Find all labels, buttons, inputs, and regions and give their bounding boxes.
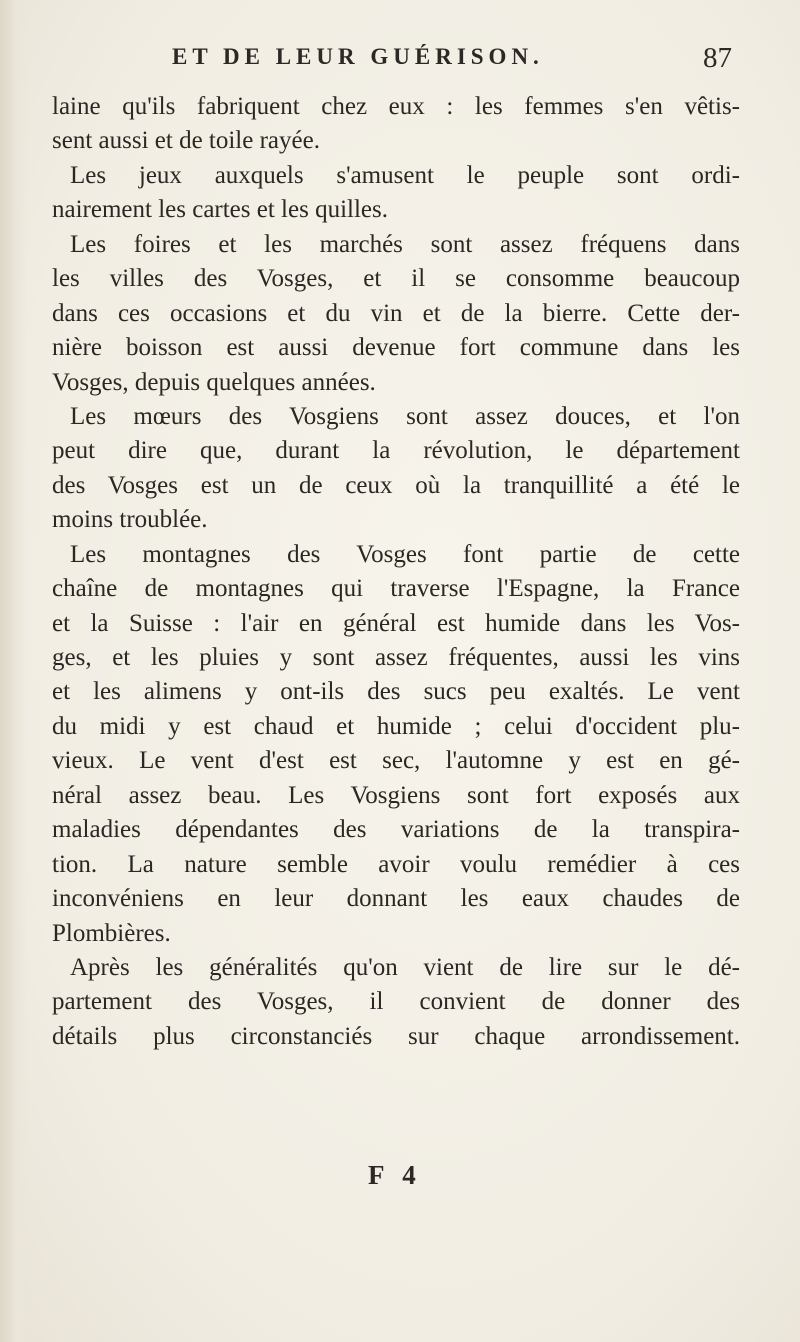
running-head: ET DE LEUR GUÉRISON. [172, 44, 544, 69]
text-line: tion. La nature semble avoir voulu remédier à ces [52, 850, 740, 878]
text-line: Les jeux auxquels s'amusent le peuple sont ordi- [70, 161, 740, 189]
page-number: 87 [703, 42, 732, 74]
text-line: nairement les cartes et les quilles. [52, 196, 388, 224]
text-line: nière boisson est aussi devenue fort commune dans les [52, 334, 740, 362]
text-line: et la Suisse : l'air en général est humide dans les Vos- [52, 609, 740, 637]
text-line: partement des Vosges, il convient de donner des [52, 988, 740, 1016]
text-line: Plombières. [52, 919, 171, 947]
text-line: dans ces occasions et du vin et de la bierre. Cette der- [52, 299, 740, 327]
text-line: les villes des Vosges, et il se consomme beaucoup [52, 265, 740, 293]
printer-signature-mark: F 4 [368, 1160, 422, 1190]
text-line: et les alimens y ont-ils des sucs peu exaltés. Le vent [52, 678, 740, 706]
text-line: Vosges, depuis quelques années. [52, 368, 376, 396]
text-line: néral assez beau. Les Vosgiens sont fort exposés aux [52, 781, 740, 809]
text-line: peut dire que, durant la révolution, le département [52, 437, 740, 465]
text-line: Les montagnes des Vosges font partie de cette [70, 540, 740, 568]
body-text [52, 90, 740, 1054]
text-line: laine qu'ils fabriquent chez eux : les femmes s'en vêtis- [52, 93, 740, 120]
text-line: détails plus circonstanciés sur chaque arrondissement. [52, 1022, 740, 1050]
text-line: Les foires et les marchés sont assez fréquens dans [70, 230, 740, 258]
text-line: inconvéniens en leur donnant les eaux chaudes de [52, 885, 740, 913]
page-binding-edge [0, 0, 28, 1342]
text-line: Les mœurs des Vosgiens sont assez douces, et l'on [70, 402, 740, 430]
text-line: moins troublée. [52, 506, 208, 534]
text-line: maladies dépendantes des variations de la transpira- [52, 816, 740, 844]
text-line: des Vosges est un de ceux où la tranquillité a été le [52, 471, 740, 499]
text-line: ges, et les pluies y sont assez fréquentes, aussi les vins [52, 644, 740, 671]
text-line: du midi y est chaud et humide ; celui d'occident plu- [52, 712, 740, 740]
text-line: sent aussi et de toile rayée. [52, 127, 320, 155]
text-line: chaîne de montagnes qui traverse l'Espagne, la France [52, 575, 740, 603]
text-line: vieux. Le vent d'est est sec, l'automne y est en gé- [52, 747, 740, 775]
text-line: Après les généralités qu'on vient de lire sur le dé- [70, 953, 740, 981]
page-header [172, 44, 732, 84]
